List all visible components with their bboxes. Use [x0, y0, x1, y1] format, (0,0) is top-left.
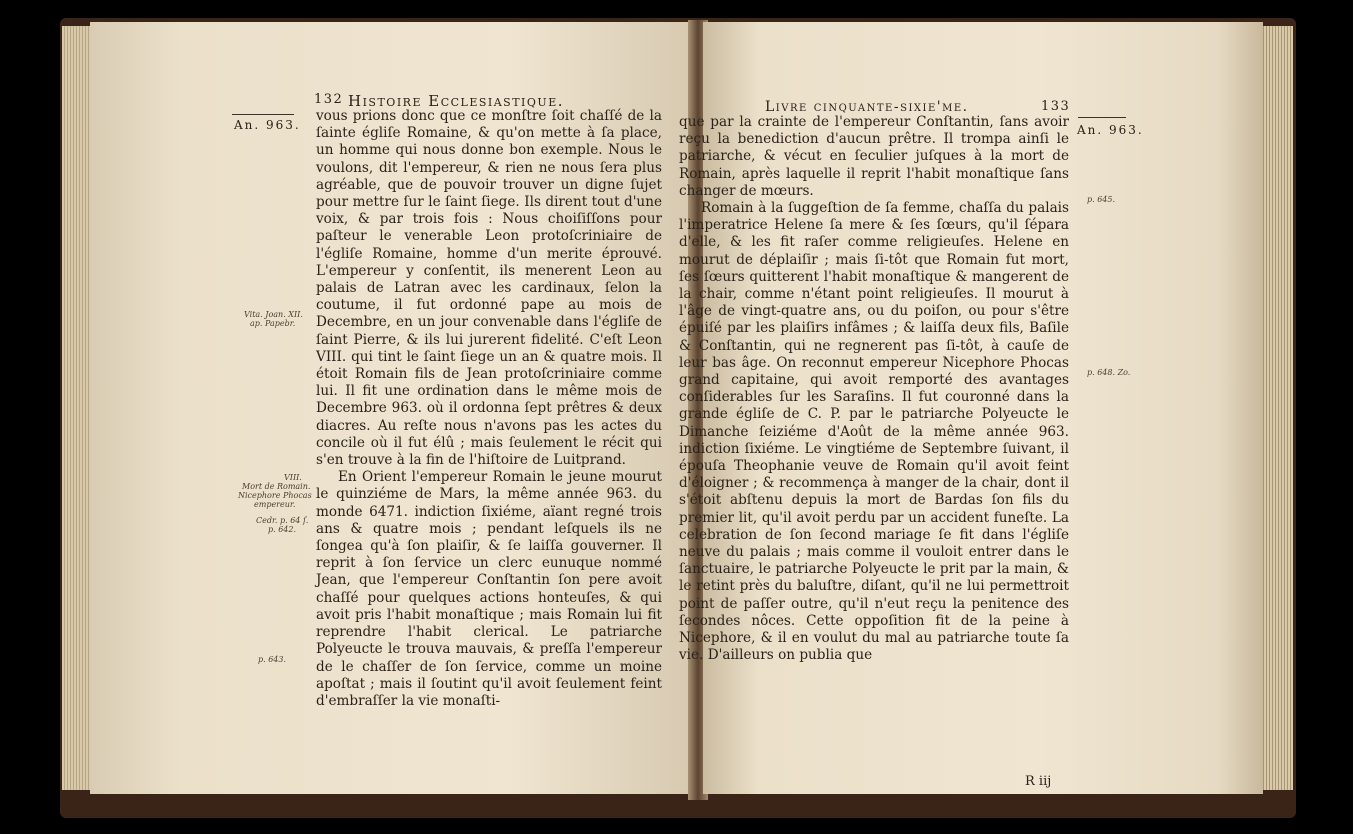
signature-mark: R iij: [1025, 774, 1052, 789]
margin-note: empereur.: [254, 500, 296, 509]
margin-note: Cedr. p. 64 ſ.: [256, 516, 309, 525]
right-year-rule: [1078, 117, 1126, 118]
margin-note: p. 645.: [1087, 195, 1116, 204]
paragraph: vous prions donc que ce monſtre ſoit chaſſé de la ſainte égliſe Romaine, & qu'on mette à ſa place, un homme qui nous donne bon exemple. Nous le voulons, dit l'empereur, & rien ne nous ſera plus agréable, que de pouvoir trouver un digne ſujet pour mettre ſur le ſaint ſiege. Ils dirent tout d'une voix, & par trois fois : Nous choiſiſſons pour paſteur le venerable Leon protoſcriniaire de l'égliſe Romaine, homme d'un merite éprouvé. L'empereur y conſentit, ils menerent Leon au palais de Latran avec les cardinaux, ſelon la coutume, il fut ordonné pape au mois de Decembre, en un jour convenable dans l'égliſe de ſaint Pierre, & ils lui jurerent fidelité. C'eſt Leon VIII. qui tint le ſaint ſiege un an & quatre mois. Il étoit Romain fils de Jean protoſcriniaire comme lui. Il fit une ordination dans le même mois de Decembre 963. où il ordonna ſept prêtres & deux diacres. Au reſte nous n'avons pas les actes du concile où il fut élû ; mais ſeulement le récit qui s'en trouve à la fin de l'hiſtoire de Luitprand.: [316, 108, 662, 469]
margin-note: Nicephore Phocas: [238, 491, 312, 500]
left-page: [90, 22, 690, 794]
right-page: [679, 22, 1263, 794]
margin-note: p. 643.: [258, 655, 287, 664]
paragraph: que par la crainte de l'empereur Conſtantin, ſans avoir reçu la benediction d'aucun prêtre. Il trompa ainſi le patriarche, & vécut en ſeculier juſques à la mort de Romain, après laquelle il reprit l'habit monaſtique ſans changer de mœurs.: [679, 114, 1069, 199]
margin-note: p. 642.: [268, 525, 297, 534]
paragraph: En Orient l'empereur Romain le jeune mourut le quinziéme de Mars, la même année 963. du monde 6471. indiction ſixiéme, aïant regné trois ans & quatre mois ; pendant leſquels ils ne ſongea qu'à ſon plaiſir, & ſe laiſſa gouverner. Il reprit à ſon ſervice un clerc eunuque nommé Jean, que l'empereur Conſtantin ſon pere avoit chaſſé pour quelques actions honteuſes, & qui avoit pris l'habit monaſtique ; mais Romain lui fit reprendre l'habit clerical. Le patriarche Polyeucte le trouva mauvais, & preſſa l'empereur de le chaſſer de ſon ſervice, comme un moine apoſtat ; mais il ſoutint qu'il avoit ſeulement feint d'embraſſer la vie monaſti-: [316, 469, 662, 709]
margin-note: ap. Papebr.: [250, 319, 296, 328]
left-body-text: [316, 108, 662, 710]
right-page-number: 133: [1041, 99, 1071, 114]
left-running-head: Histoire Ecclesiastique.: [348, 92, 564, 110]
page-edges-left: [62, 26, 92, 790]
margin-note: Vita. Joan. XII.: [244, 310, 303, 319]
margin-note: Mort de Romain.: [242, 482, 311, 491]
left-year-marker: An. 963.: [234, 118, 301, 132]
right-running-head: Livre cinquante-sixie'me.: [765, 99, 969, 115]
right-body-text: [679, 114, 1069, 665]
right-year-marker: An. 963.: [1077, 123, 1144, 137]
paragraph: Romain à la ſuggeſtion de ſa femme, chaſſa du palais l'imperatrice Helene ſa mere & ſes ſœurs, qu'il ſépara d'elle, & les fit raſer comme religieuſes. Helene en mourut de déplaiſir ; mais ſi-tôt que Romain fut mort, ſes ſœurs quitterent l'habit monaſtique & mangerent de la chair, comme n'étant point religieuſes. Il mourut à l'âge de vingt-quatre ans, ou du poiſon, ou pour s'être épuiſé par les plaiſirs infâmes ; & laiſſa deux fils, Baſile & Conſtantin, qui ne regnerent pas ſi-tôt, à cauſe de leur bas âge. On reconnut empereur Nicephore Phocas grand capitaine, qui avoit remporté des avantages conſiderables ſur les Saraſins. Il fut couronné dans la grande égliſe de C. P. par le patriarche Polyeucte le Dimanche ſeiziéme d'Août de la même année 963. indiction ſixiéme. Le vingtiéme de Septembre ſuivant, il épouſa Theophanie veuve de Romain qu'il avoit feint d'éloigner ; & recommença à manger de la chair, dont il s'étoit abſtenu depuis la mort de Bardas ſon fils du premier lit, qu'il avoit perdu par un accident funeſte. La celebration de ſon ſecond mariage ſe fit dans l'égliſe neuve du palais ; mais comme il vouloit entrer dans le ſanctuaire, le patriarche Polyeucte le prit par la main, & le retint près du baluſtre, diſant, qu'il ne lui permettroit point de paſſer outre, qu'il n'eut reçu la penitence des ſecondes nôces. Cette oppoſition fit de la peine à Nicephore, & il en voulut du mal au patriarche toute ſa vie. D'ailleurs on publia que: [679, 200, 1069, 664]
margin-note: VIII.: [284, 473, 302, 482]
left-page-number: 132: [314, 92, 344, 107]
margin-note: p. 648. Zo.: [1087, 368, 1131, 377]
left-year-rule: [232, 114, 294, 115]
